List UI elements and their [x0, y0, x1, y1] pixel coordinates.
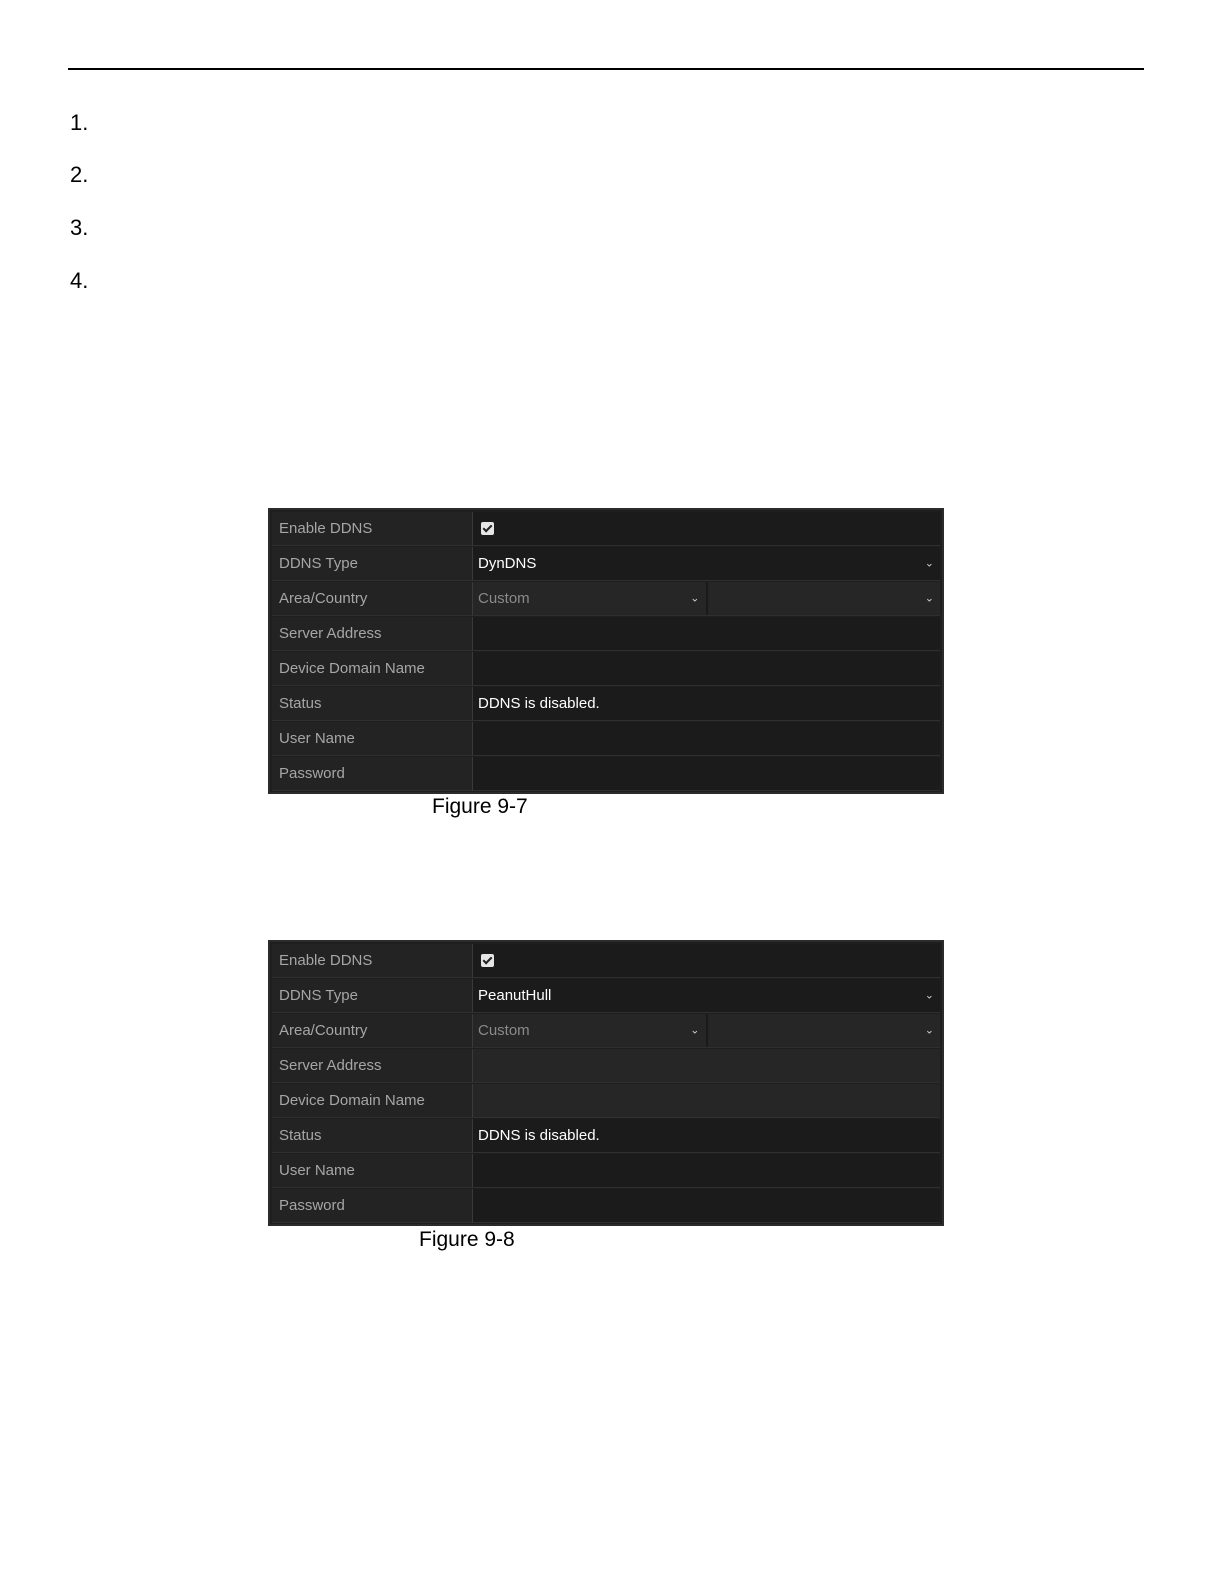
- ddns-type-value: DynDNS: [478, 554, 537, 572]
- ddns-type-label: DDNS Type: [272, 979, 473, 1013]
- row-status: [272, 1119, 940, 1153]
- row-server-address: [272, 1049, 940, 1083]
- ddns-settings-panel-peanuthull: [268, 940, 944, 1226]
- status-label: Status: [272, 1119, 473, 1153]
- row-enable-ddns: [272, 944, 940, 978]
- row-user-name: [272, 1154, 940, 1188]
- step-number-2: 2.: [70, 162, 89, 187]
- password-label: Password: [272, 757, 473, 791]
- area-country-label: Area/Country: [272, 1014, 473, 1048]
- area-country-secondary-select[interactable]: [706, 1014, 941, 1047]
- server-address-label: Server Address: [272, 1049, 473, 1083]
- row-server-address: [272, 617, 940, 651]
- area-country-cell: [473, 1014, 940, 1048]
- status-label: Status: [272, 687, 473, 721]
- ddns-settings-panel-dyndns: [268, 508, 944, 794]
- area-country-secondary-select[interactable]: [706, 582, 941, 615]
- row-area-country: [272, 582, 940, 616]
- row-status: [272, 687, 940, 721]
- device-domain-name-label: Device Domain Name: [272, 652, 473, 686]
- enable-ddns-label: Enable DDNS: [272, 512, 473, 546]
- password-label: Password: [272, 1189, 473, 1223]
- area-country-select[interactable]: [473, 582, 706, 615]
- row-device-domain-name: [272, 1084, 940, 1118]
- status-value: DDNS is disabled.: [473, 1119, 940, 1153]
- ddns-type-select[interactable]: [473, 547, 940, 581]
- ddns-type-select[interactable]: [473, 979, 940, 1013]
- chevron-down-icon[interactable]: ⌄: [690, 592, 700, 604]
- device-domain-name-field[interactable]: [473, 652, 940, 686]
- chevron-down-icon[interactable]: ⌄: [924, 989, 934, 1001]
- row-ddns-type: [272, 979, 940, 1013]
- ddns-type-label: DDNS Type: [272, 547, 473, 581]
- status-value: DDNS is disabled.: [473, 687, 940, 721]
- user-name-field[interactable]: [473, 1154, 940, 1188]
- enable-ddns-cell: [473, 512, 940, 546]
- device-domain-name-label: Device Domain Name: [272, 1084, 473, 1118]
- figure-caption: Figure 9-8: [419, 1228, 515, 1251]
- area-country-label: Area/Country: [272, 582, 473, 616]
- step-number-4: 4.: [70, 268, 89, 293]
- step-number-1: 1.: [70, 110, 89, 135]
- device-domain-name-field[interactable]: [473, 1084, 940, 1118]
- row-area-country: [272, 1014, 940, 1048]
- enable-ddns-label: Enable DDNS: [272, 944, 473, 978]
- figure-caption: Figure 9-7: [432, 795, 528, 818]
- user-name-label: User Name: [272, 722, 473, 756]
- step-number-3: 3.: [70, 215, 89, 240]
- chevron-down-icon[interactable]: ⌄: [924, 1024, 934, 1036]
- password-field[interactable]: [473, 757, 940, 791]
- row-enable-ddns: [272, 512, 940, 546]
- chevron-down-icon[interactable]: ⌄: [924, 557, 934, 569]
- row-device-domain-name: [272, 652, 940, 686]
- server-address-field[interactable]: [473, 617, 940, 651]
- enable-ddns-cell: [473, 944, 940, 978]
- area-country-value: Custom: [478, 1021, 530, 1039]
- area-country-value: Custom: [478, 589, 530, 607]
- password-field[interactable]: [473, 1189, 940, 1223]
- area-country-select[interactable]: [473, 1014, 706, 1047]
- row-ddns-type: [272, 547, 940, 581]
- chevron-down-icon[interactable]: ⌄: [924, 592, 934, 604]
- enable-ddns-checkbox[interactable]: [481, 954, 494, 967]
- enable-ddns-checkbox[interactable]: [481, 522, 494, 535]
- row-password: [272, 757, 940, 791]
- server-address-field[interactable]: [473, 1049, 940, 1083]
- server-address-label: Server Address: [272, 617, 473, 651]
- row-password: [272, 1189, 940, 1223]
- header-rule: [68, 68, 1144, 70]
- ddns-type-value: PeanutHull: [478, 986, 552, 1004]
- area-country-cell: [473, 582, 940, 616]
- user-name-label: User Name: [272, 1154, 473, 1188]
- user-name-field[interactable]: [473, 722, 940, 756]
- row-user-name: [272, 722, 940, 756]
- chevron-down-icon[interactable]: ⌄: [690, 1024, 700, 1036]
